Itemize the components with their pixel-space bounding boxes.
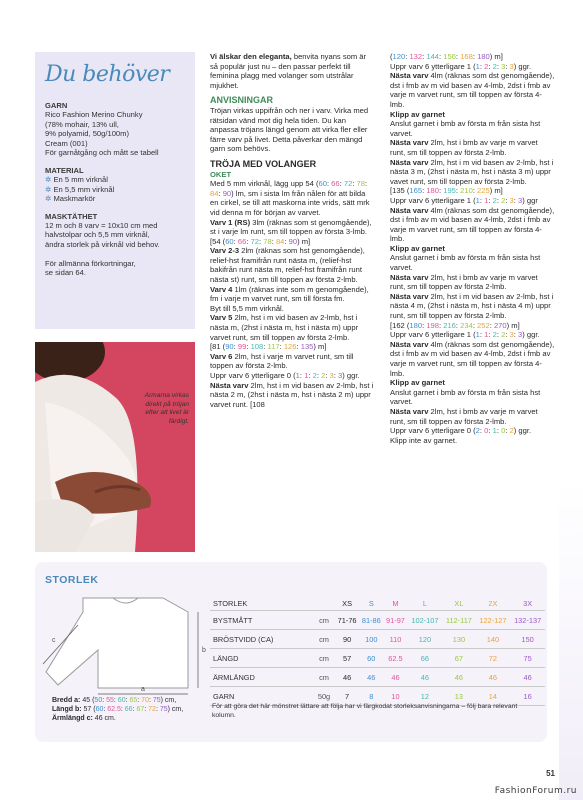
repeat-text: Uppr varv 6 ytterligare 0 (1: 1: 2: 2: 3: 3) ggr. (210, 371, 360, 380)
table-header-cell: STORLEK (210, 596, 313, 611)
stitch-count: [162 (180: 198: 216: 234: 252: 270) m] (390, 320, 520, 330)
row-5-text: Varv 5 2lm, hst i m vid basen av 2-lmb, hst i nästa m, (2hst i nästa m, hst i nästa m) uppr varvet runt, sm till toppen av första 2-lmb. (210, 313, 359, 342)
repeat-text: Uppr varv 6 ytterligare 1 (1: 2: 2: 3: 3) ggr. (390, 61, 532, 71)
table-header-cell: M (383, 596, 407, 611)
next-row-text: Nästa varv 2lm, hst i m vid basen av 2-lmb, hst i nästa 4 m, (2hst i nästa m, hst i nästa 4 m) uppr runt, sm till toppen av första 2-lmb. (390, 291, 554, 321)
stitch-count: [81 (90: 99: 108: 117: 126: 135) m] (210, 342, 327, 352)
table-header-cell (313, 596, 335, 611)
abbr-line: För allmänna förkortningar, (45, 258, 136, 268)
yarn-line: För garnåtgång och mått se tabell (45, 148, 159, 158)
yarn-line: 9% polyamid, 50g/100m) (45, 129, 129, 139)
cut-yarn-text: Klipp av garnet (390, 243, 445, 253)
intro-paragraph: Vi älskar den eleganta, benvita nyans som är så populär just nu – den passar perfekt till feminina plagg med volanger som utstrålar mjukhet. (210, 52, 367, 90)
yoke-heading: OKET (210, 169, 232, 179)
next-row-text: Nästa varv 2lm, hst i bmb av varje m varvet runt, sm till toppen av första 2-lmb. (390, 138, 538, 157)
instructions-text: Tröjan virkas uppifrån och ner i varv. Virka med rätsidan vänd mot dig hela tiden. Du kan anpassa tröjans längd genom att virka fler eller färre varv på livet. Detta påverkar den mängd garn som behövs. (210, 105, 369, 154)
repeat-text: Uppr varv 6 ytterligare 1 (1: 1: 2: 2: 3: 3) ggr. (390, 330, 540, 340)
table-row: BRÖSTVIDD (CA) cm 90 100 110 120 130 140 150 (210, 630, 545, 649)
cast-on-text: Med 5 mm virknål, lägg upp 54 (60: 66: 72: 78: 84: 90) lm, sm i sista lm från nålen för att bilda en cirkel, se till att maskorna inte vrids, sätt mrk vid denna m för början av varvet. (210, 179, 370, 217)
yarn-line: (78% mohair, 13% ull, (45, 119, 119, 129)
gauge-heading: MASKTÄTHET (45, 211, 98, 221)
instructions-heading: ANVISNINGAR (210, 95, 274, 106)
table-header-cell: 2X (476, 596, 511, 611)
table-note: För att göra det här mönstret lättare att följa har vi färgkodat storleksanvisningarna – följ bara relevant kolumn. (212, 703, 518, 719)
materials-box (35, 52, 195, 329)
table-header-row (210, 596, 545, 611)
sleeve-measure: Ärmlängd c: 46 cm. (52, 714, 116, 722)
instructions-column-1 (210, 52, 375, 409)
row-2-3-text: Varv 2-3 2lm (räknas som hst genomgående), relief-hst framifrån runt nästa m, (relief-hst bakifrån runt nästa m, relief-hst framifrån runt nästa st) runt, sm till toppen av första 2-lmb. (210, 246, 365, 285)
dimension-b-label: b (202, 647, 206, 654)
stitch-count: [135 (165: 180: 195: 210: 225) m] (390, 186, 503, 196)
model-photo (35, 342, 195, 552)
next-row-text: Nästa varv 2lm, hst i bmb av varje m varvet runt, sm till toppen av första 2-lmb. (390, 272, 538, 292)
cut-yarn-text: Klipp av garnet (390, 378, 445, 388)
width-measure: Bredd a: 45 (50: 55: 60: 65: 70: 75) cm, (52, 697, 177, 704)
table-header-cell: XL (442, 596, 475, 611)
table-header-cell: XS (335, 596, 359, 611)
yarn-heading: GARN (45, 101, 68, 110)
join-yarn-text: Anslut garnet i bmb av första m från sista hst varvet. (390, 253, 541, 273)
material-item: ✲ Maskmarkör (45, 194, 96, 204)
table-row: GARN 50g 7 8 10 12 13 14 16 (210, 687, 545, 706)
final-instruction: Klipp inte av garnet. (390, 435, 458, 445)
table-header-cell: L (408, 596, 443, 611)
abbr-line: se sidan 64. (45, 268, 86, 278)
watermark: FashionForum.ru (494, 786, 577, 796)
instructions-column-2 (390, 52, 555, 445)
gauge-line: halvstolpar och 5,5 mm virknål, (45, 230, 150, 240)
cut-yarn-text: Klipp av garnet (390, 109, 445, 119)
next-row-text: Nästa varv 4lm (räknas som dst genomgående), dst i fmb av m vid basen av 4-lmb, 2dst i fmb av varje m varvet runt, sm till toppen av första 4-lmb. (390, 339, 555, 378)
next-row-text: Nästa varv 2lm, hst i m vid basen av 2-lmb, hst i nästa 2 m, (2hst i nästa m, hst i nästa 2 m) uppr varvet runt. [108 (210, 380, 374, 409)
join-yarn-text: Anslut garnet i bmb av första m från sista hst varvet. (390, 387, 541, 407)
snowflake-icon: ✲ (45, 174, 54, 184)
table-header-cell: 3X (510, 596, 545, 611)
row-1-text: Varv 1 (RS) 3lm (räknas som st genomgående), st i varje lm runt, sm till toppen av första 3-lmb. (210, 217, 372, 237)
sweater-photo-illustration (35, 342, 195, 552)
table-header-cell: S (359, 596, 383, 611)
gauge-line: ändra storlek på virknål vid behov. (45, 239, 160, 249)
stitch-count: [54 (60: 66: 72: 78: 84: 90) m] (210, 236, 311, 246)
length-measure: Längd b: 57 (60: 62.5: 66: 67: 72: 75) cm, (52, 705, 184, 713)
page-number: 51 (546, 769, 555, 778)
next-row-text: Nästa varv 4lm (räknas som dst genomgående), dst i fmb av m vid basen av 4-lmb, 2dst i fmb av varje m varvet runt, sm till toppen av första 4-lmb. (390, 205, 555, 244)
yarn-line: Cream (001) (45, 138, 88, 148)
table-row: BYSTMÅTT cm 71-76 81-86 91-97 102-107 112-117 122-127 132-137 (210, 611, 545, 630)
next-row-text: Nästa varv 4lm (räknas som dst genomgående), dst i fmb av m vid basen av 4-lmb, 2dst i fmb av varje m varvet runt, sm till toppen av första 4-lmb. (390, 71, 555, 109)
join-yarn-text: Anslut garnet i bmb av första m från sista hst varvet. (390, 119, 541, 138)
snowflake-icon: ✲ (45, 194, 54, 204)
material-item: ✲ En 5 mm virknål (45, 174, 108, 184)
next-row-text: Nästa varv 2lm, hst i m vid basen av 2-lmb, hst i nästa 3 m, (2hst i nästa m, hst i nästa 3 m) uppr vavet runt, sm till toppen av första 2-lmb. (390, 157, 554, 186)
dimension-a-label: a (141, 686, 145, 693)
repeat-text: Uppr varv 6 ytterligare 0 (2: 0: 1: 0: 2) ggr. (390, 426, 532, 436)
stitch-count: (120: 132: 144: 156: 168: 180) m] (390, 52, 503, 61)
size-heading: STORLEK (45, 574, 99, 586)
gauge-line: 12 m och 8 varv = 10x10 cm med (45, 220, 158, 230)
next-row-text: Nästa varv 2lm, hst i bmb av varje m varvet runt, sm till toppen av första 2-lmb. (390, 406, 538, 426)
snowflake-icon: ✲ (45, 184, 54, 194)
material-heading: MATERIAL (45, 165, 84, 175)
hook-change-text: Byt till 5,5 mm virknål. (210, 303, 284, 313)
photo-caption: Armarna virkas direkt på tröjan efter att livet är färdigt. (144, 392, 189, 425)
page-edge-decoration (559, 0, 583, 800)
table-row: LÄNGD cm 57 60 62.5 66 67 72 75 (210, 649, 545, 668)
materials-title: Du behöver (45, 62, 170, 87)
sweater-heading: TRÖJA MED VOLANGER (210, 158, 317, 169)
size-table (210, 596, 545, 706)
row-6-text: Varv 6 2lm, hst i varje m varvet runt, sm till toppen av första 2-lmb. (210, 351, 354, 371)
dimension-c-label: c (52, 637, 56, 644)
measurements (52, 697, 183, 723)
repeat-text: Uppr varv 6 ytterligare 1 (1: 1: 2: 2: 3: 3) ggr (390, 195, 538, 205)
table-row: ÄRMLÄNGD cm 46 46 46 46 46 46 46 (210, 668, 545, 687)
row-4-text: Varv 4 1lm (räknas inte som m genomgående), fm i varje m varvet runt, sm till första fm. (210, 284, 369, 304)
yarn-line: Rico Fashion Merino Chunky (45, 110, 143, 119)
sweater-schematic (38, 590, 210, 696)
material-item: ✲ En 5,5 mm virknål (45, 184, 115, 194)
